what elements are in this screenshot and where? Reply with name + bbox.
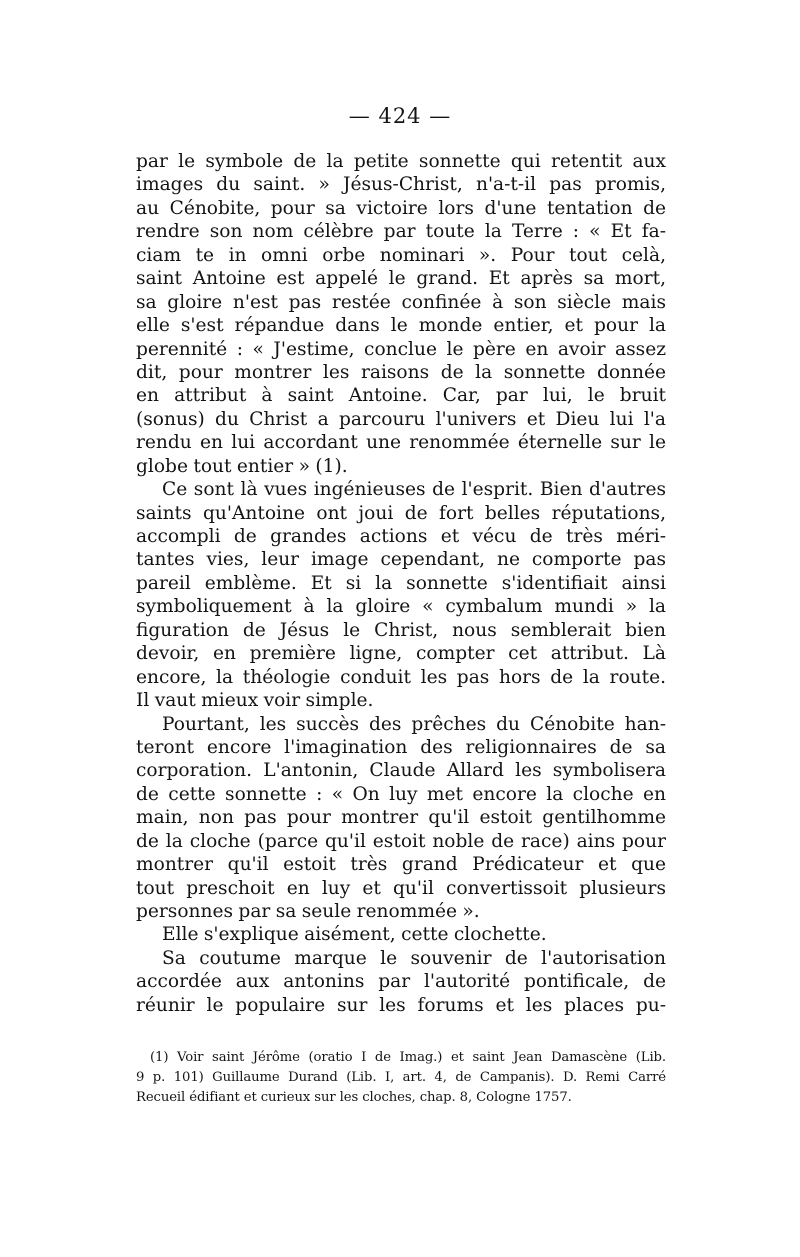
text-line: sa gloire n'est pas restée confinée à son siècle mais [136, 291, 666, 313]
text-line: Il vaut mieux voir simple. [136, 690, 374, 712]
text-line: Sa coutume marque le souvenir de l'autorisation [162, 947, 666, 969]
text-line: symboliquement à la gloire « cymbalum mundi » la [136, 596, 666, 618]
footnote-line: Recueil édifiant et curieux sur les cloches, chap. 8, Cologne 1757. [136, 1090, 572, 1105]
text-line: figuration de Jésus le Christ, nous semblerait bien [136, 619, 666, 641]
text-line: rendu en lui accordant une renommée éternelle sur le [136, 432, 666, 454]
page-number: — 424 — [348, 104, 452, 128]
text-line: Pourtant, les succès des prêches du Cénobite han- [162, 713, 666, 735]
text-line: corporation. L'antonin, Claude Allard les symbolisera [136, 760, 666, 782]
text-line: (sonus) du Christ a parcouru l'univers et Dieu lui l'a [136, 408, 666, 430]
text-line: tantes vies, leur image cependant, ne comporte pas [136, 549, 666, 571]
text-line: ciam te in omni orbe nominari ». Pour tout celà, [136, 244, 666, 266]
text-line: globe tout entier » (1). [136, 455, 348, 477]
text-line: saints qu'Antoine ont joui de fort belles réputations, [136, 502, 666, 524]
text-line: saint Antoine est appelé le grand. Et après sa mort, [136, 268, 666, 290]
footnotes [136, 1048, 666, 1108]
text-line: Ce sont là vues ingénieuses de l'esprit. Bien d'autres [162, 479, 666, 501]
text-line: main, non pas pour montrer qu'il estoit gentilhomme [136, 807, 666, 829]
text-line: encore, la théologie conduit les pas hors de la route. [136, 666, 666, 688]
text-line: en attribut à saint Antoine. Car, par lui, le bruit [136, 385, 666, 407]
text-line: rendre son nom célèbre par toute la Terre : « Et fa- [136, 221, 666, 243]
text-line: teront encore l'imagination des religionnaires de sa [136, 736, 666, 758]
text-line: images du saint. » Jésus-Christ, n'a-t-il pas promis, [136, 174, 666, 196]
footnote-line: (1) Voir saint Jérôme (oratio I de Imag.) et saint Jean Damascène (Lib. [150, 1050, 666, 1065]
text-line: au Cénobite, pour sa victoire lors d'une tentation de [136, 197, 666, 219]
text-line: par le symbole de la petite sonnette qui retentit aux [136, 151, 666, 172]
text-line: pareil emblème. Et si la sonnette s'identifiait ainsi [136, 572, 666, 594]
text-line: perennité : « J'estime, conclue le père en avoir assez [136, 338, 666, 360]
text-line: Elle s'explique aisément, cette clochette. [162, 924, 547, 946]
text-line: elle s'est répandue dans le monde entier, et pour la [136, 315, 666, 337]
text-line: de la cloche (parce qu'il estoit noble de race) ains pour [136, 830, 666, 852]
text-line: de cette sonnette : « On luy met encore la cloche en [136, 783, 666, 805]
text-line: dit, pour montrer les raisons de la sonnette donnée [136, 361, 666, 383]
text-line: réunir le populaire sur les forums et les places pu- [136, 994, 666, 1016]
text-line: accordée aux antonins par l'autorité pontificale, de [136, 971, 666, 993]
text-line: montrer qu'il estoit très grand Prédicateur et que [136, 854, 666, 876]
text-line: personnes par sa seule renommée ». [136, 901, 480, 922]
body-text [136, 150, 666, 1017]
text-line: devoir, en première ligne, compter cet attribut. Là [136, 643, 666, 665]
text-line: accompli de grandes actions et vécu de très méri- [136, 526, 666, 547]
footnote-line: 9 p. 101) Guillaume Durand (Lib. I, art. 4, de Campanis). D. Remi Carré [136, 1070, 666, 1085]
text-line: tout preschoit en luy et qu'il convertissoit plusieurs [136, 877, 666, 899]
